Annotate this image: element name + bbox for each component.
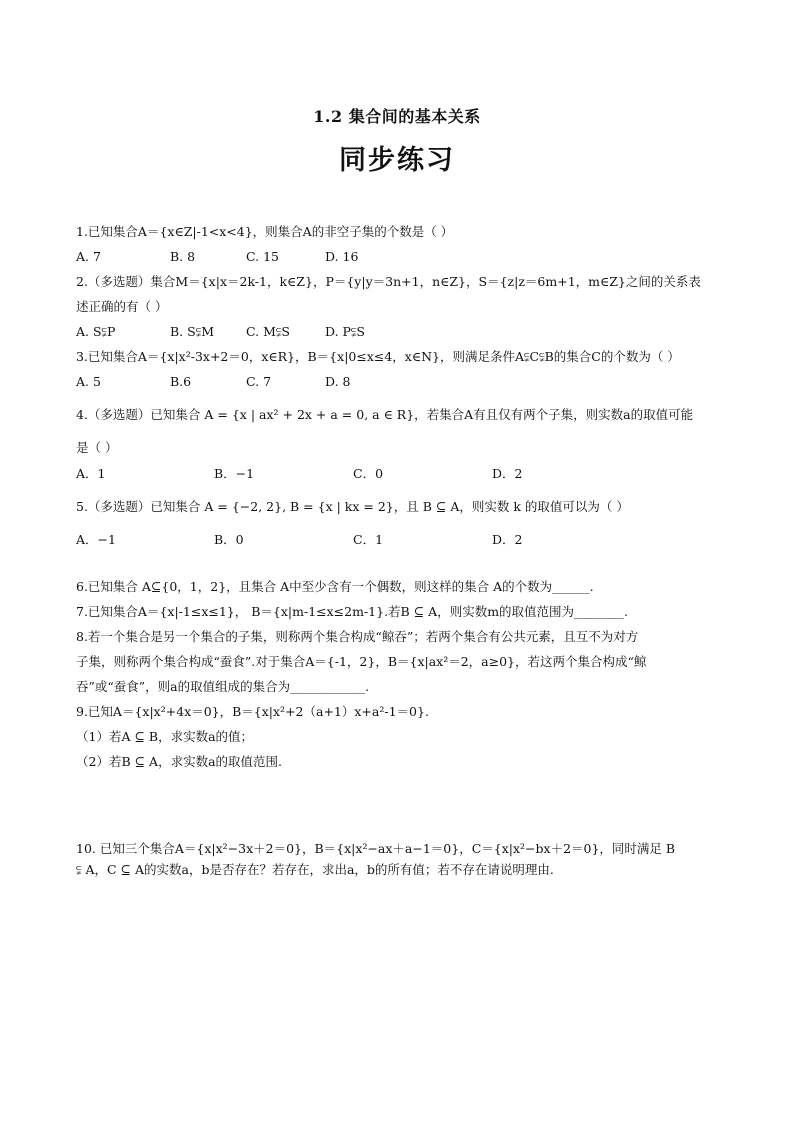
question-4-stem-line2: 是（ ） xyxy=(76,440,118,455)
option-a: A. S⫋P xyxy=(76,324,116,339)
option-b: B．−1 xyxy=(214,466,255,481)
question-10-stem-line1: 10. 已知三个集合A＝{x|x²−3x＋2＝0}，B＝{x|x²−ax＋a−1＝0}，C＝{x|x²−bx＋2＝0}，同时满足 B xyxy=(76,841,676,856)
question-2-stem-line1: 2.（多选题）集合M＝{x|x＝2k-1，k∈Z}，P＝{y|y＝3n+1，n∈Z}，S＝{z|z＝6m+1，m∈Z}之间的关系表 xyxy=(76,274,701,289)
question-1-stem: 1.已知集合A＝{x∈Z|-1<x<4}，则集合A的非空子集的个数是（ ） xyxy=(76,224,454,239)
option-a: A．−1 xyxy=(76,532,116,547)
option-c: C．0 xyxy=(353,466,384,481)
question-4-stem-line1: 4.（多选题）已知集合 A = {x | ax² + 2x + a = 0, a ∈ R}，若集合A有且仅有两个子集，则实数a的取值可能 xyxy=(76,407,694,422)
question-8-stem-line3: 吞”或“蚕食”，则a的取值组成的集合为____________. xyxy=(76,679,370,694)
option-d: D. P⫋S xyxy=(325,324,365,339)
option-b: B.6 xyxy=(170,374,192,389)
question-8-stem-line2: 子集，则称两个集合构成“蚕食”.对于集合A＝{-1，2}，B＝{x|ax²＝2，a≥0}，若这两个集合构成“鲸 xyxy=(76,654,647,669)
question-8-stem-line1: 8.若一个集合是另一个集合的子集，则称两个集合构成“鲸吞”；若两个集合有公共元素，且互不为对方 xyxy=(76,629,639,644)
question-5-stem: 5.（多选题）已知集合 A = {−2, 2}, B = {x | kx = 2}，且 B ⊆ A，则实数 k 的取值可以为（ ） xyxy=(76,499,629,514)
section-subtitle: 1.2 集合间的基本关系 xyxy=(313,107,481,126)
option-c: C. 15 xyxy=(246,249,279,264)
option-d: D．2 xyxy=(492,532,523,547)
option-d: D. 16 xyxy=(325,249,359,264)
option-d: D．2 xyxy=(492,466,523,481)
page-title: 同步练习 xyxy=(339,145,455,176)
question-3-stem: 3.已知集合A＝{x|x²-3x+2＝0，x∈R}，B＝{x|0≤x≤4，x∈N}，则满足条件A⫋C⫋B的集合C的个数为（ ） xyxy=(76,349,680,364)
option-c: C. 7 xyxy=(246,374,272,389)
option-d: D. 8 xyxy=(325,374,351,389)
option-b: B. 8 xyxy=(170,249,196,264)
question-2-stem-line2: 述正确的有（ ） xyxy=(76,299,168,314)
question-9-part1: （1）若A ⊆ B，求实数a的值； xyxy=(76,729,254,744)
question-7-stem: 7.已知集合A＝{x|-1≤x≤1}， B＝{x|m-1≤x≤2m-1}.若B ⊆ A，则实数m的取值范围为________. xyxy=(76,604,629,619)
option-c: C. M⫋S xyxy=(246,324,290,339)
option-a: A．1 xyxy=(76,466,106,481)
option-c: C．1 xyxy=(353,532,384,547)
option-b: B. S⫋M xyxy=(170,324,214,339)
question-6-stem: 6.已知集合 A⊆{0，1，2}，且集合 A中至少含有一个偶数，则这样的集合 A的个数为______. xyxy=(76,579,594,594)
question-9-stem: 9.已知A＝{x|x²+4x＝0}，B＝{x|x²+2（a+1）x+a²-1＝0}. xyxy=(76,704,429,719)
option-a: A. 5 xyxy=(76,374,101,389)
question-9-part2: （2）若B ⊆ A，求实数a的取值范围. xyxy=(76,754,283,769)
question-10-stem-line2: ⫋ A，C ⊆ A的实数a，b是否存在？若存在，求出a，b的所有值；若不存在请说明理由. xyxy=(76,862,554,877)
option-a: A. 7 xyxy=(76,249,101,264)
option-b: B．0 xyxy=(214,532,244,547)
